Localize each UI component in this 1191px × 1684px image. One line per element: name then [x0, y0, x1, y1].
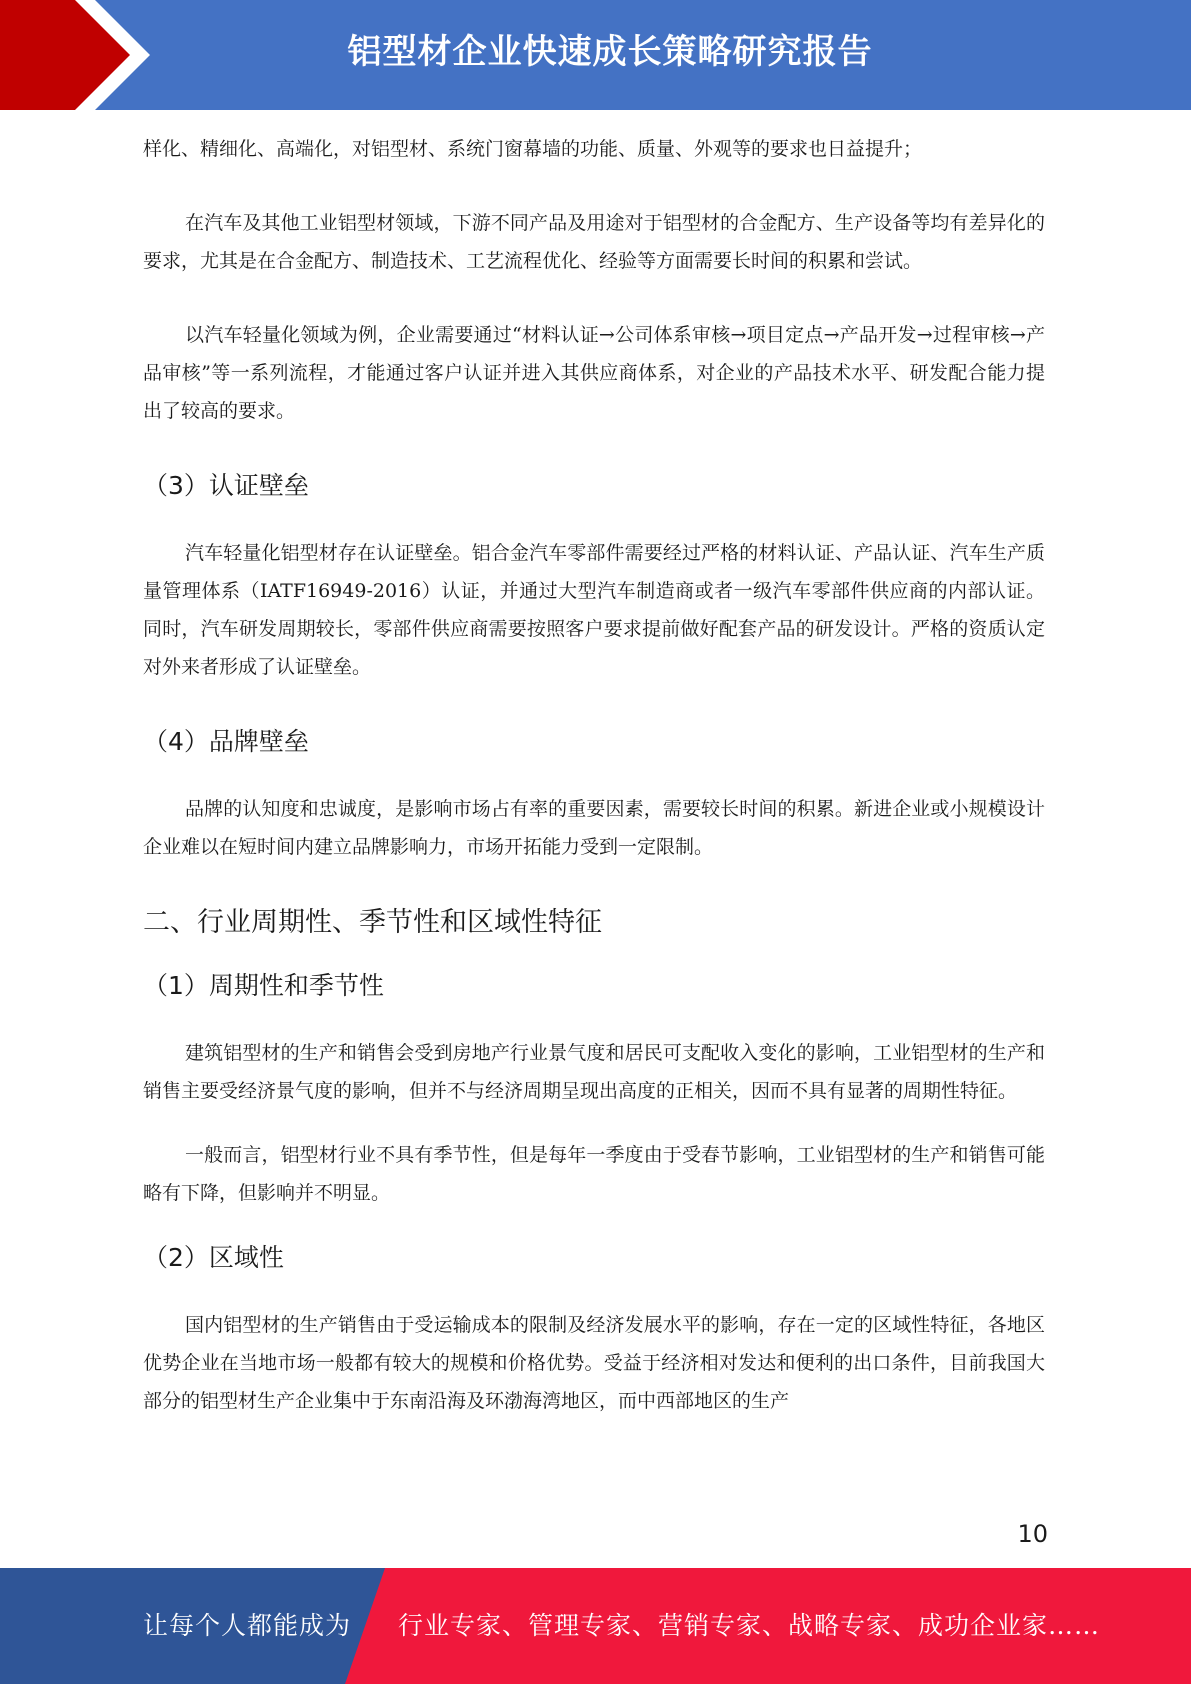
- footer-slogan-right: 行业专家、管理专家、营销专家、战略专家、成功企业家……: [398, 1611, 1101, 1640]
- page-header: [0, 0, 1191, 110]
- paragraph-continued: 样化、精细化、高端化，对铝型材、系统门窗幕墙的功能、质量、外观等的要求也日益提升；: [143, 138, 923, 160]
- page-footer: [0, 1568, 1191, 1684]
- paragraph-auto-industrial: 在汽车及其他工业铝型材领域，下游不同产品及用途对于铝型材的合金配方、生产设备等均有差异化的要求，尤其是在合金配方、制造技术、工艺流程优化、经验等方面需要长时间的积累和尝试。: [143, 212, 1045, 272]
- paragraph-regionality: 国内铝型材的生产销售由于受运输成本的限制及经济发展水平的影响，存在一定的区域性特征，各地区优势企业在当地市场一般都有较大的规模和价格优势。受益于经济相对发达和便利的出口条件，目前我国大部分的铝型材生产企业集中于东南沿海及环渤海湾地区，而中西部地区的生产: [143, 1314, 1045, 1412]
- paragraph-brand: 品牌的认知度和忠诚度，是影响市场占有率的重要因素，需要较长时间的积累。新进企业或小规模设计企业难以在短时间内建立品牌影响力，市场开拓能力受到一定限制。: [143, 798, 1045, 858]
- heading-regionality: （2）区域性: [143, 1243, 284, 1272]
- paragraph-cyclicality: 建筑铝型材的生产和销售会受到房地产行业景气度和居民可支配收入变化的影响，工业铝型材的生产和销售主要受经济景气度的影响，但并不与经济周期呈现出高度的正相关，因而不具有显著的周期性特征。: [143, 1042, 1045, 1102]
- heading-cyclicality: （1）周期性和季节性: [143, 971, 384, 1000]
- heading-certification-barrier: （3）认证壁垒: [143, 471, 309, 500]
- report-title: 铝型材企业快速成长策略研究报告: [347, 32, 873, 72]
- footer-slogan-left: 让每个人都能成为: [143, 1611, 352, 1640]
- paragraph-seasonality: 一般而言，铝型材行业不具有季节性，但是每年一季度由于受春节影响，工业铝型材的生产和销售可能略有下降，但影响并不明显。: [143, 1144, 1045, 1204]
- header-chevron-decoration: [0, 0, 160, 110]
- paragraph-lightweight: 以汽车轻量化领域为例，企业需要通过“材料认证→公司体系审核→项目定点→产品开发→过程审核→产品审核”等一系列流程，才能通过客户认证并进入其供应商体系，对企业的产品技术水平、研发配合能力提出了较高的要求。: [143, 324, 1045, 422]
- page-number: 10: [1017, 1520, 1048, 1548]
- heading-section-2: 二、行业周期性、季节性和区域性特征: [143, 907, 602, 938]
- paragraph-certification: 汽车轻量化铝型材存在认证壁垒。铝合金汽车零部件需要经过严格的材料认证、产品认证、汽车生产质量管理体系（IATF16949-2016）认证，并通过大型汽车制造商或者一级汽车零部件供应商的内部认证。同时，汽车研发周期较长，零部件供应商需要按照客户要求提前做好配套产品的研发设计。严格的资质认定对外来者形成了认证壁垒。: [143, 542, 1045, 678]
- document-body: [143, 130, 1045, 1456]
- heading-brand-barrier: （4）品牌壁垒: [143, 727, 309, 756]
